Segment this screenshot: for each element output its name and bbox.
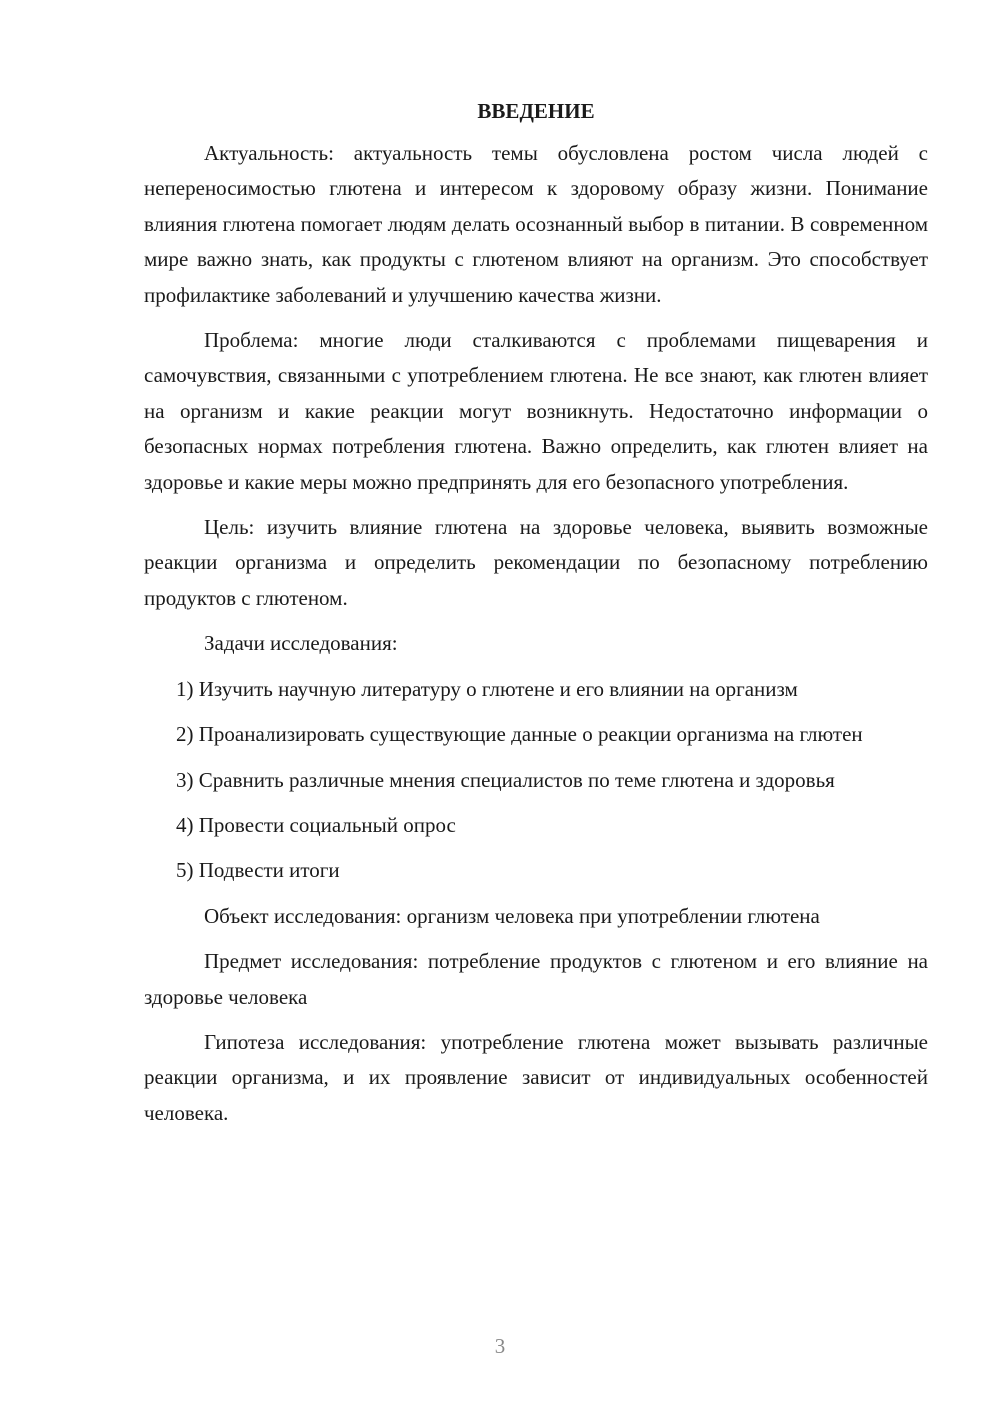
problem-paragraph: Проблема: многие люди сталкиваются с проблемами пищеварения и самочувствия, связанными с употреблением глютена. Не все знают, как глютен влияет на организм и какие реакции могут возникнуть. Недостаточно информации о безопасных нормах потребления глютена. Важно определить, как глютен влияет на здоровье и какие меры можно предпринять для его безопасного употребления. (144, 328, 928, 494)
task-item-1: 1) Изучить научную литературу о глютене и его влиянии на организм (176, 676, 798, 701)
object-paragraph: Объект исследования: организм человека при употреблении глютена (204, 903, 820, 928)
goal-paragraph: Цель: изучить влияние глютена на здоровье человека, выявить возможные реакции организма и определить рекомендации по безопасному потреблению продуктов с глютеном. (144, 515, 928, 610)
document-page (144, 96, 928, 1141)
tasks-title: Задачи исследования: (204, 631, 398, 656)
subject-paragraph: Предмет исследования: потребление продуктов с глютеном и его влияние на здоровье человека (144, 949, 928, 1009)
relevance-paragraph: Актуальность: актуальность темы обусловлена ростом числа людей с непереносимостью глютена и интересом к здоровому образу жизни. Понимание влияния глютена помогает людям делать осознанный выбор в питании. В современном мире важно знать, как продукты с глютеном влияют на организм. Это способствует профилактике заболеваний и улучшению качества жизни. (144, 141, 928, 307)
task-item-3: 3) Сравнить различные мнения специалистов по теме глютена и здоровья (176, 767, 835, 792)
document-heading: ВВЕДЕНИЕ (477, 99, 595, 123)
task-item-2: 2) Проанализировать существующие данные о реакции организма на глютен (176, 722, 863, 747)
hypothesis-paragraph: Гипотеза исследования: употребление глютена может вызывать различные реакции организма, и их проявление зависит от индивидуальных особенностей человека. (144, 1029, 928, 1125)
page-number: 3 (494, 1334, 506, 1358)
task-item-4: 4) Провести социальный опрос (176, 812, 456, 837)
task-item-5: 5) Подвести итоги (176, 858, 340, 883)
